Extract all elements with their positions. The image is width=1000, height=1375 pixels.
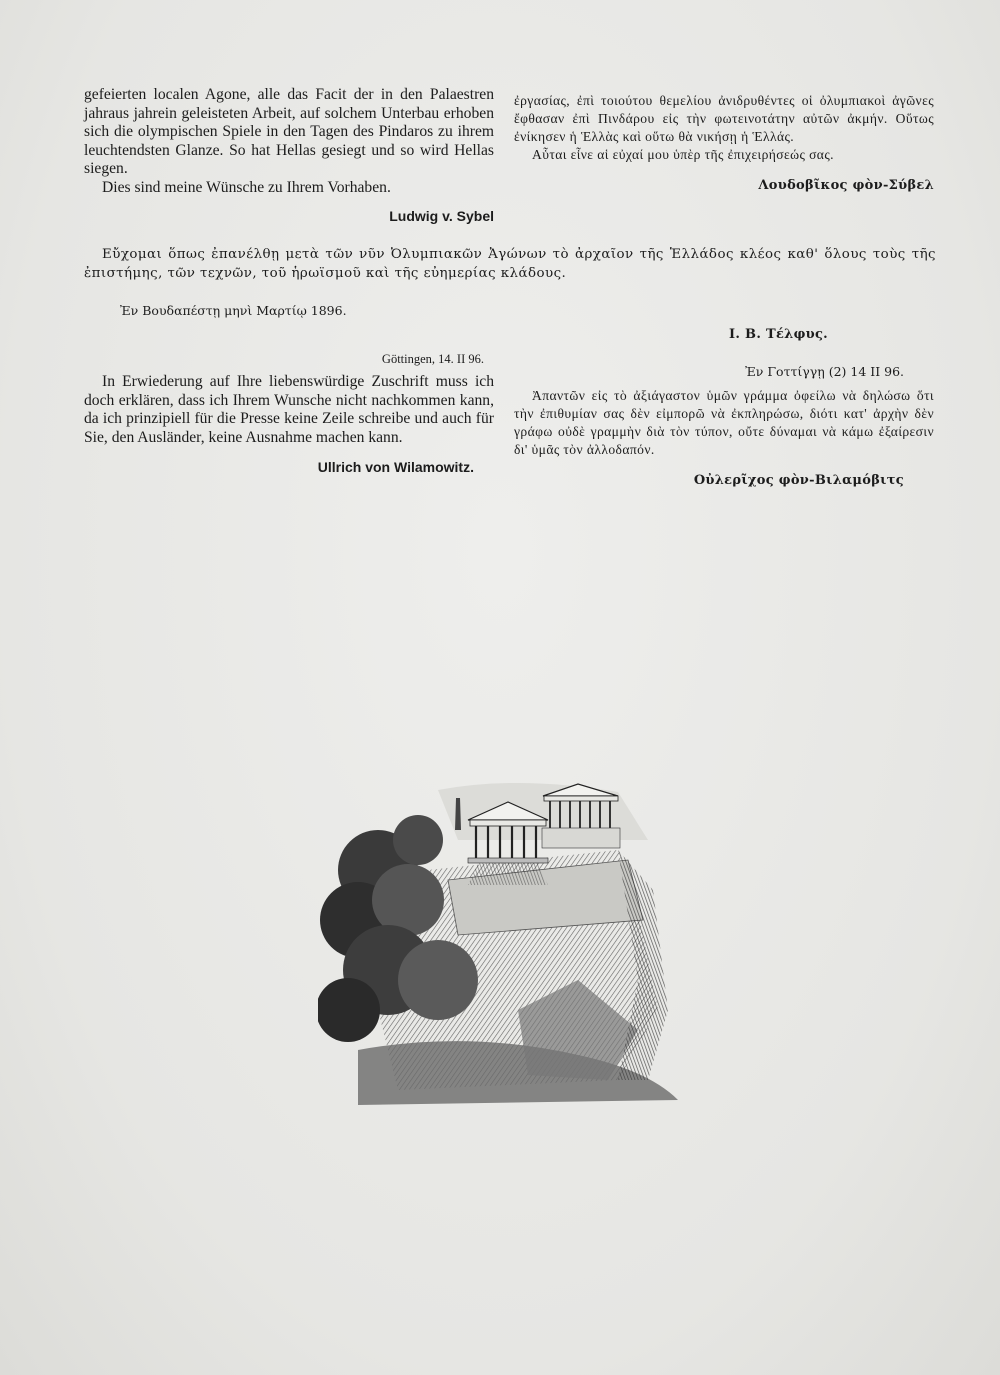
signature-telfy: I. B. Τέλφυς. bbox=[729, 327, 828, 342]
greek-wishes-line: Αὗται εἶνε αἱ εὐχαί μου ὑπὲρ τῆς ἐπιχειρήσεώς σας. bbox=[532, 147, 834, 162]
greek-paragraph-wilamowitz: Ἀπαντῶν εἰς τὸ ἀξιάγαστον ὑμῶν γράμμα ὀφείλω νὰ δηλώσω ὅτι τὴν ἐπιθυμίαν σας δὲν εἰμπορῶ νὰ ἐκπληρώσω, διότι κατ' ἀρχὴν δὲν γράφω οὐδὲ γραμμὴν διὰ τὸν τύπον, οὔτε δύναμαι νὰ κάμω ἐξαίρεσιν δι' ὑμᾶς τὸν ἀλλοδαπόν. bbox=[514, 388, 934, 457]
propylaea-temple bbox=[468, 802, 548, 885]
signature-ullrich-von-wilamowitz: Ullrich von Wilamowitz. bbox=[317, 459, 474, 476]
german-paragraph-sybel: gefeierten localen Agone, alle das Facit der in den Palaestren jahraus jahrein geleisteten Arbeit, auf solchem Unterbau erhoben sich die olympischen Spiele in den Tagen des Pindaros zu ihrem leuchtendsten Glanze. So hat Hellas gesiegt und so wird Hellas siegen. bbox=[84, 86, 494, 178]
greek-dateline-goettingen: Ἐν Γοττίγγῃ (2) 14 II 96. bbox=[745, 364, 904, 379]
signature-greek-sybel: Λουδοβῖκος φὸν-Σύβελ bbox=[758, 178, 934, 193]
greek-letter-sybel bbox=[514, 92, 934, 193]
german-letter-sybel bbox=[84, 86, 494, 224]
telfy-paragraph: Εὔχομαι ὅπως ἐπανέλθῃ μετὰ τῶν νῦν Ὀλυμπιακῶν Ἀγώνων τὸ ἀρχαῖον τῆς Ἑλλάδος κλέος καθ' ὅλους τοὺς τῆς ἐπιστήμης, τῶν τεχνῶν, τοῦ ἡρωϊσμοῦ καὶ τῆς εὐημερίας κλάδους. bbox=[84, 247, 936, 281]
german-dateline-goettingen: Göttingen, 14. II 96. bbox=[381, 352, 484, 366]
greek-paragraph-sybel: ἐργασίας, ἐπὶ τοιούτου θεμελίου ἀνιδρυθέντες οἱ ὀλυμπιακοὶ ἀγῶνες ἔφθασαν ἐπὶ Πινδάρου εἰς τὴν φωτεινοτάτην αὐτῶν ἀκμήν. Οὕτως ἐνίκησεν ἡ Ἑλλὰς καὶ οὕτω θὰ νικήσῃ ἡ Ἑλλάς. bbox=[514, 93, 934, 144]
acropolis-engraving-icon bbox=[318, 780, 688, 1110]
greek-letter-wilamowitz bbox=[514, 364, 934, 488]
german-wishes-line: Dies sind meine Wünsche zu Ihrem Vorhaben. bbox=[102, 178, 391, 196]
statue-figure bbox=[455, 798, 461, 830]
signature-greek-wilamowitz: Οὐλερῖχος φὸν-Βιλαμόβιτς bbox=[693, 473, 904, 488]
german-letter-wilamowitz bbox=[84, 352, 494, 475]
telfy-dateline: Ἐν Βουδαπέστῃ μηνὶ Μαρτίῳ 1896. bbox=[120, 303, 347, 318]
signature-ludwig-v-sybel: Ludwig v. Sybel bbox=[389, 207, 494, 224]
german-paragraph-wilamowitz: In Erwiederung auf Ihre liebenswürdige Zuschrift muss ich doch erklären, dass ich Ihrem Wunsche nicht nachkommen kann, da ich prinzipiell für die Presse keine Zeile schreibe und auch für Sie, den Ausländer, keine Ausnahme machen kann. bbox=[84, 373, 494, 446]
